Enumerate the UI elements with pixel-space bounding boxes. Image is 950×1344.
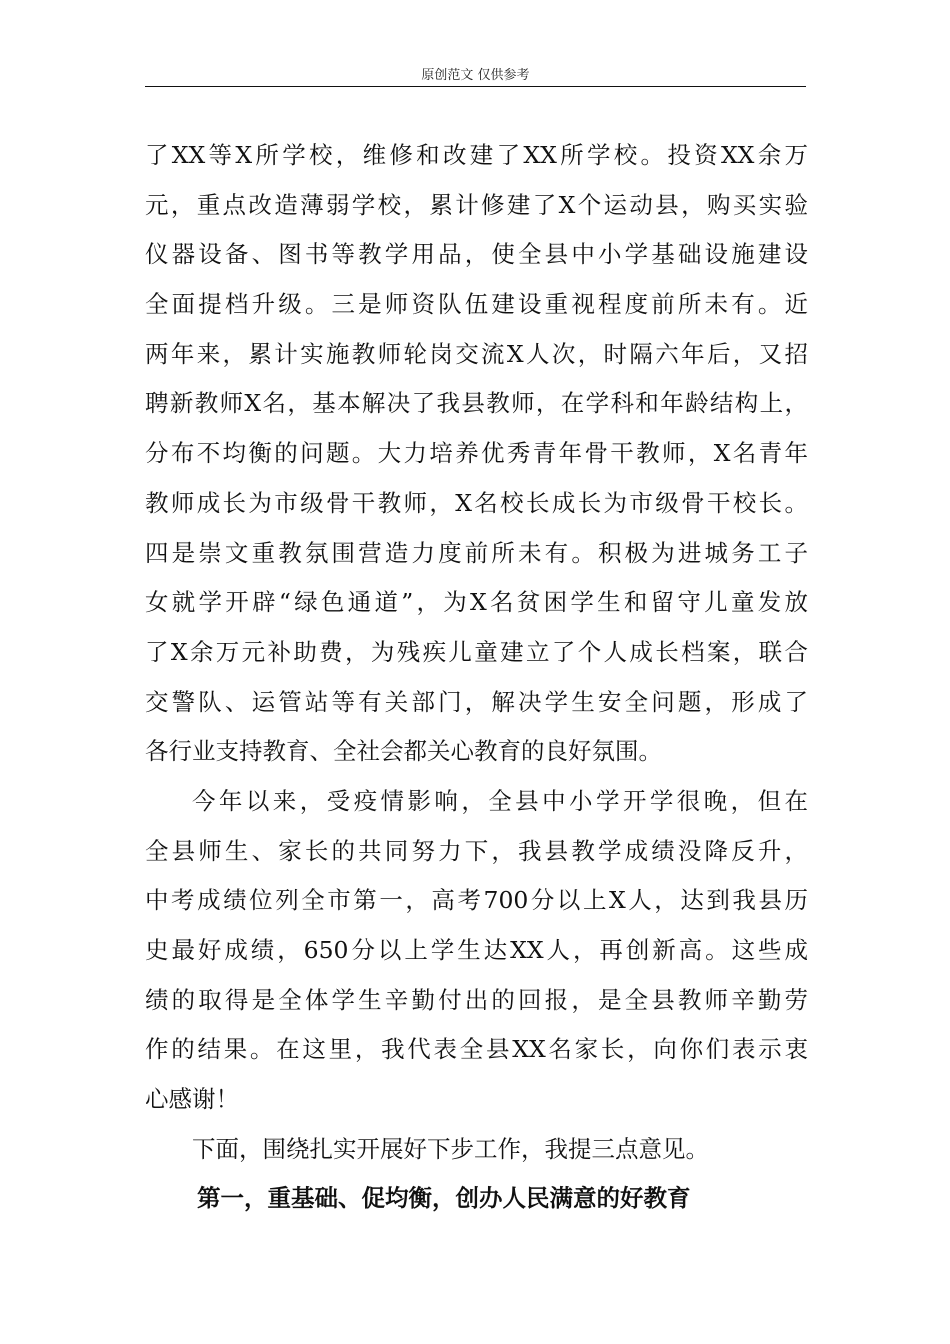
- text-line: 中考成绩位列全市第一，高考700分以上X人，达到我县历: [145, 886, 808, 915]
- text-line: 元，重点改造薄弱学校，累计修建了X个运动县，购买实验: [145, 190, 808, 219]
- text-line: 了XX等X所学校，维修和改建了XX所学校。投资XX余万: [145, 141, 808, 169]
- document-body: [145, 131, 808, 1224]
- text-line: 绩的取得是全体学生辛勤付出的回报，是全县教师辛勤劳: [145, 985, 808, 1014]
- text-line: 作的结果。在这里，我代表全县XX名家长，向你们表示衷: [145, 1035, 808, 1064]
- text-line: 两年来，累计实施教师轮岗交流X人次，时隔六年后，又招: [145, 339, 808, 368]
- text-line: 下面，围绕扎实开展好下步工作，我提三点意见。: [192, 1134, 709, 1163]
- text-line: 全面提档升级。三是师资队伍建设重视程度前所未有。近: [145, 290, 808, 319]
- text-line: 教师成长为市级骨干教师，X名校长成长为市级骨干校长。: [145, 488, 808, 517]
- text-line: 心感谢！: [145, 1085, 239, 1114]
- text-line: 了X余万元补助费，为残疾儿童建立了个人成长档案，联合: [145, 637, 808, 666]
- text-line: 各行业支持教育、全社会都关心教育的良好氛围。: [145, 737, 662, 766]
- text-line: 聘新教师X名，基本解决了我县教师，在学科和年龄结构上，: [145, 389, 808, 418]
- text-line: 史最好成绩，650分以上学生达XX人，再创新高。这些成: [145, 936, 808, 964]
- header-rule: [145, 86, 806, 87]
- text-line: 交警队、运管站等有关部门，解决学生安全问题，形成了: [145, 687, 808, 716]
- text-line: 全县师生、家长的共同努力下，我县教学成绩没降反升，: [145, 836, 808, 865]
- text-line: 四是崇文重教氛围营造力度前所未有。积极为进城务工子: [145, 538, 808, 567]
- section-heading: 第一，重基础、促均衡，创办人民满意的好教育: [197, 1184, 691, 1213]
- page-header: 原创范文 仅供参考: [421, 68, 530, 83]
- text-line: 分布不均衡的问题。大力培养优秀青年骨干教师，X名青年: [145, 439, 808, 468]
- text-line: 仪器设备、图书等教学用品，使全县中小学基础设施建设: [145, 240, 808, 269]
- text-line: 女就学开辟“绿色通道”，为X名贫困学生和留守儿童发放: [145, 588, 808, 617]
- text-line: 今年以来，受疫情影响，全县中小学开学很晚，但在: [192, 786, 808, 815]
